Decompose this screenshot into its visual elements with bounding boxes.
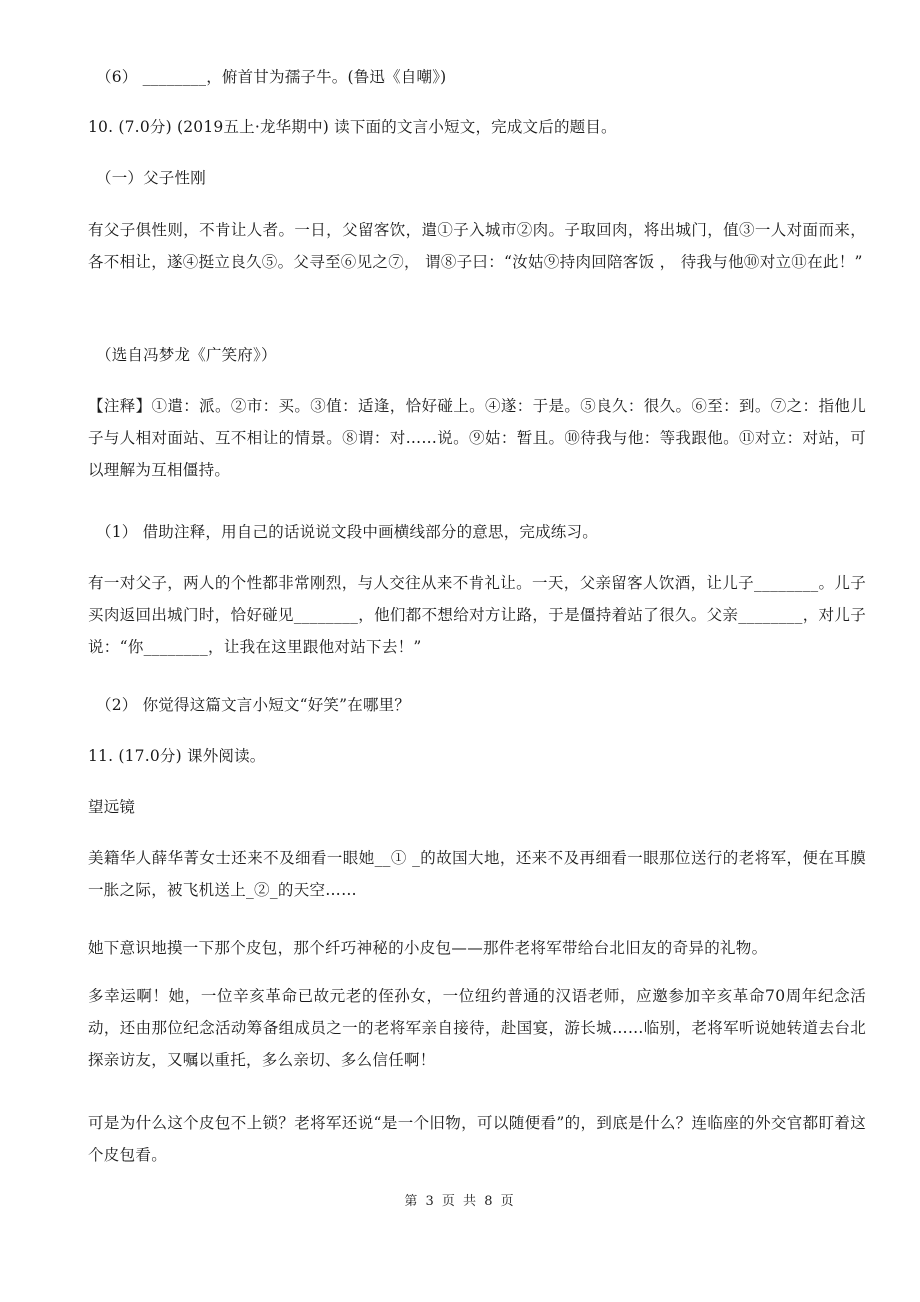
- article-paragraph-3: 多幸运啊！她，一位辛亥革命已故元老的侄孙女，一位纽约普通的汉语老师，应邀参加辛亥革命70周年纪念活动，还由那位纪念活动筹备组成员之一的老将军亲自接待，赴国宴，游长城……临别，老将军听说她转道去台北探亲访友，又嘱以重托，多么亲切、多么信任啊！: [88, 987, 866, 1069]
- annotation-notes: 【注释】①遣：派。②市：买。③值：适逢，恰好碰上。④遂：于是。⑤良久：很久。⑥至：到。⑦之：指他儿子与人相对面站、互不相让的情景。⑧谓：对……说。⑨姑：暂且。⑩待我与他：等我跟他。⑪对立：对站，可以理解为互相僵持。: [88, 397, 866, 479]
- question-6-line: （6） ________，俯首甘为孺子牛。(鲁迅《自嘲》): [96, 68, 447, 86]
- article-paragraph-1: 美籍华人薛华菁女士还来不及细看一眼她__① _的故国大地，还来不及再细看一眼那位送行的老将军，便在耳膜一胀之际，被飞机送上_②_的天空……: [88, 849, 866, 899]
- article-title: 望远镜: [88, 798, 136, 816]
- sub-question-1: （1） 借助注释，用自己的话说说文段中画横线部分的意思，完成练习。: [96, 523, 598, 541]
- translation-exercise: 有一对父子，两人的个性都非常刚烈，与人交往从来不肯礼让。一天，父亲留客人饮酒，让儿子________。儿子买肉返回出城门时，恰好碰见________，他们都不想给对方让路，于是僵持着站了很久。父亲________，对儿子说：“你________，让我在这里跟他对站下去！”: [88, 574, 866, 656]
- sub-question-2: （2） 你觉得这篇文言小短文“好笑”在哪里？: [96, 696, 411, 714]
- page-footer: 第 3 页 共 8 页: [404, 1194, 516, 1209]
- article-paragraph-4: 可是为什么这个皮包不上锁？老将军还说“是一个旧物，可以随便看”的，到底是什么？连临座的外交官都盯着这个皮包看。: [88, 1114, 866, 1164]
- article-paragraph-2: 她下意识地摸一下那个皮包，那个纤巧神秘的小皮包——那件老将军带给台北旧友的奇异的礼物。: [88, 939, 768, 957]
- passage-title: （一）父子性刚: [96, 169, 206, 187]
- question-11-heading: 11. (17.0分) 课外阅读。: [88, 747, 266, 765]
- question-10-heading: 10. (7.0分) (2019五上·龙华期中) 读下面的文言小短文，完成文后的题目。: [88, 118, 617, 136]
- passage-source: （选自冯梦龙《广笑府》）: [96, 346, 277, 364]
- classical-passage: 有父子俱性则，不肯让人者。一日，父留客饮，遣①子入城市②肉。子取回肉，将出城门，值③一人对面而来， 各不相让，遂④挺立良久⑤。父寻至⑥见之⑦， 谓⑧子曰：“汝姑⑨持肉回陪客饭 ， 待我与他⑩对立⑪在此！”: [88, 221, 866, 271]
